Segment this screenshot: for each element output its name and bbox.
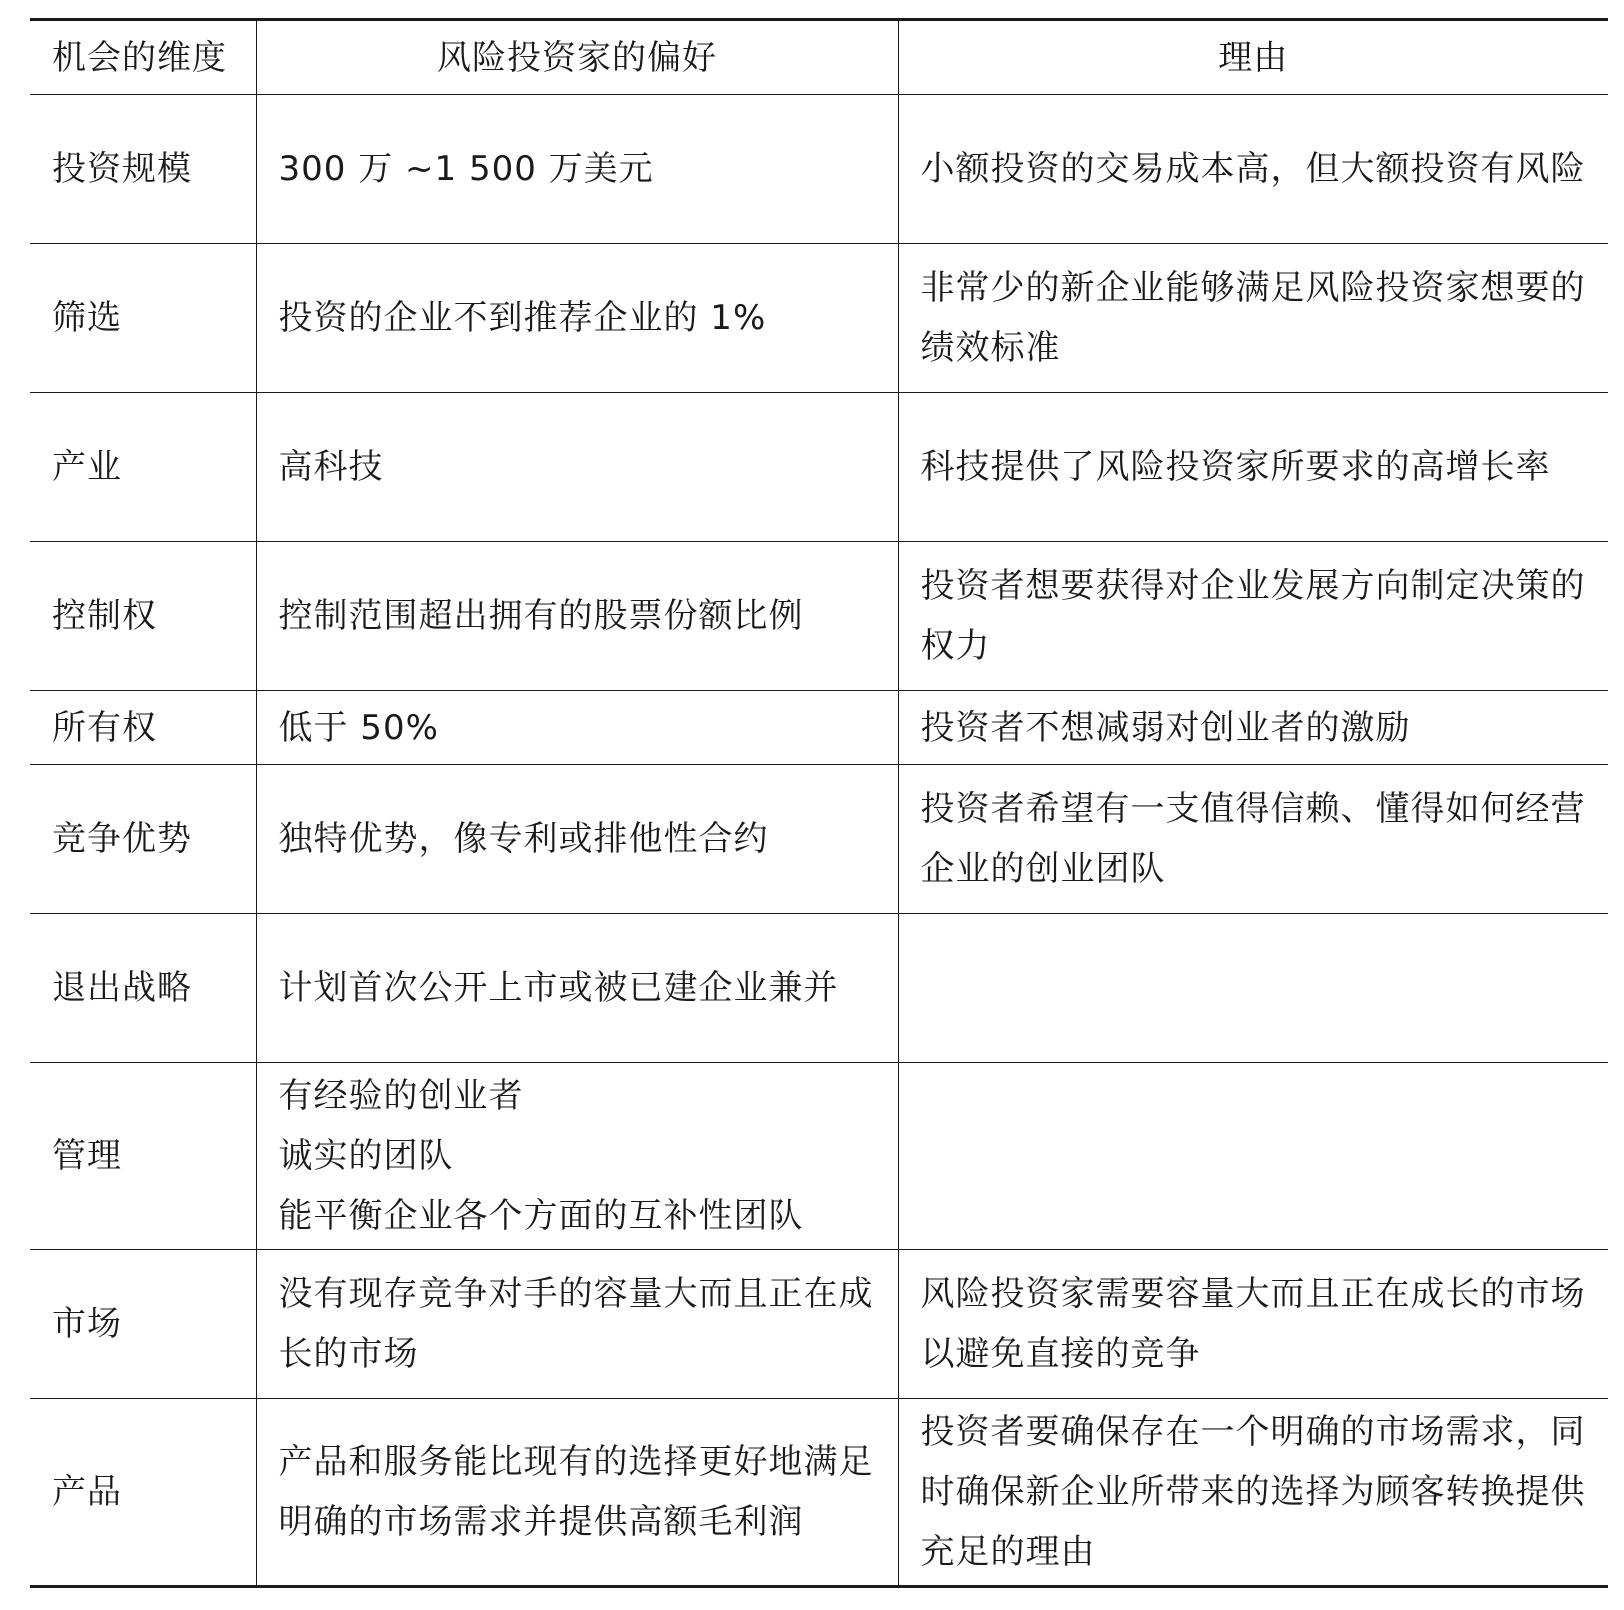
table-body — [30, 95, 1608, 1587]
table-row — [30, 95, 1608, 244]
cell-preference — [256, 95, 898, 244]
cell-preference — [256, 244, 898, 393]
cell-preference — [256, 691, 898, 765]
table-row — [30, 1250, 1608, 1399]
table-row — [30, 914, 1608, 1063]
cell-reason — [898, 1063, 1608, 1250]
cell-reason-line: 小额投资的交易成本高，但大额投资有风险 — [920, 149, 1586, 189]
cell-preference-line: 控制范围超出拥有的股票份额比例 — [278, 596, 804, 636]
cell-reason — [898, 95, 1608, 244]
cell-dimension: 退出战略 — [30, 914, 256, 1063]
table-row — [30, 1063, 1608, 1250]
cell-dimension: 筛选 — [30, 244, 256, 393]
cell-dimension: 控制权 — [30, 542, 256, 691]
cell-reason — [898, 393, 1608, 542]
cell-preference-line: 有经验的创业者 — [278, 1076, 524, 1116]
cell-dimension: 投资规模 — [30, 95, 256, 244]
table-row — [30, 1399, 1608, 1587]
cell-preference-line: 诚实的团队 — [278, 1136, 454, 1176]
header-reason: 理由 — [898, 20, 1608, 95]
cell-preference-line: 投资的企业不到推荐企业的 1% — [278, 298, 767, 338]
cell-reason-line: 非常少的新企业能够满足风险投资家想要的绩效标准 — [920, 268, 1586, 368]
cell-reason — [898, 1399, 1608, 1587]
cell-reason — [898, 244, 1608, 393]
cell-reason — [898, 691, 1608, 765]
table-row — [30, 244, 1608, 393]
cell-reason — [898, 914, 1608, 1063]
table-row — [30, 691, 1608, 765]
cell-preference-line: 300 万 ~1 500 万美元 — [278, 149, 654, 189]
cell-preference-line: 能平衡企业各个方面的互补性团队 — [278, 1196, 804, 1236]
cell-reason-line: 科技提供了风险投资家所要求的高增长率 — [920, 447, 1551, 487]
cell-reason-line: 风险投资家需要容量大而且正在成长的市场以避免直接的竞争 — [920, 1274, 1586, 1374]
cell-preference-line: 没有现存竞争对手的容量大而且正在成长的市场 — [278, 1274, 874, 1374]
cell-reason-line: 投资者不想减弱对创业者的激励 — [920, 707, 1411, 748]
table-header-row — [30, 20, 1608, 95]
cell-dimension: 竞争优势 — [30, 765, 256, 914]
cell-dimension: 产品 — [30, 1399, 256, 1587]
cell-reason-line: 投资者想要获得对企业发展方向制定决策的权力 — [920, 566, 1586, 666]
document-table-container — [30, 18, 1608, 1588]
cell-dimension: 所有权 — [30, 691, 256, 765]
cell-preference — [256, 542, 898, 691]
cell-preference — [256, 1250, 898, 1399]
table-row — [30, 542, 1608, 691]
vc-preferences-table — [30, 18, 1608, 1588]
cell-reason-line: 投资者希望有一支值得信赖、懂得如何经营企业的创业团队 — [920, 789, 1586, 889]
cell-preference — [256, 1399, 898, 1587]
header-preference: 风险投资家的偏好 — [256, 20, 898, 95]
cell-preference-line: 产品和服务能比现有的选择更好地满足明确的市场需求并提供高额毛利润 — [278, 1442, 874, 1542]
header-dimension: 机会的维度 — [30, 20, 256, 95]
cell-dimension: 管理 — [30, 1063, 256, 1250]
cell-reason — [898, 542, 1608, 691]
cell-preference-line: 低于 50% — [278, 707, 439, 748]
cell-reason-line: 投资者要确保存在一个明确的市场需求，同时确保新企业所带来的选择为顾客转换提供充足的理由 — [920, 1412, 1586, 1572]
cell-reason — [898, 765, 1608, 914]
cell-preference — [256, 1063, 898, 1250]
cell-preference-line: 高科技 — [278, 447, 384, 487]
cell-preference — [256, 914, 898, 1063]
table-row — [30, 765, 1608, 914]
cell-preference — [256, 393, 898, 542]
cell-preference-line: 独特优势，像专利或排他性合约 — [278, 819, 769, 859]
cell-reason — [898, 1250, 1608, 1399]
cell-dimension: 产业 — [30, 393, 256, 542]
cell-preference-line: 计划首次公开上市或被已建企业兼并 — [278, 968, 839, 1008]
cell-dimension: 市场 — [30, 1250, 256, 1399]
table-row — [30, 393, 1608, 542]
cell-preference — [256, 765, 898, 914]
